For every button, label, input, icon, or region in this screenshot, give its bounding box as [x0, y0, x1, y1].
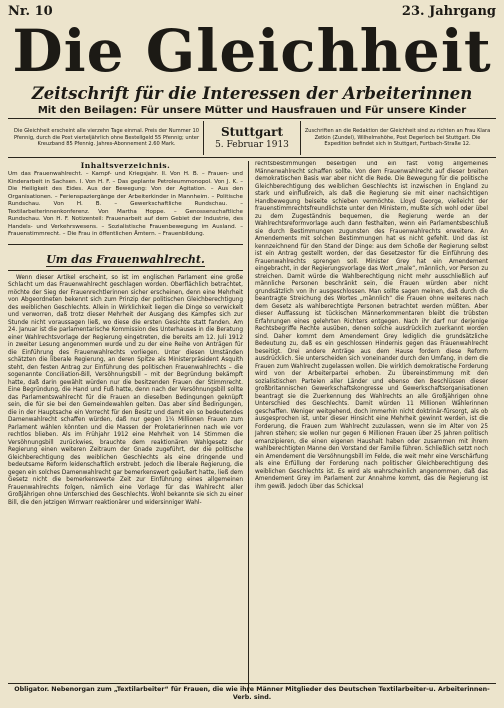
subscription-info: Die Gleichheit erscheint alle vierzehn Tage einmal. Preis der Nummer 10 Pfennig, durch die Post vierteljährlich ohne Bestellgeld 55 Pfennig; unter Kreuzband 85 Pfennig. Jahres-Abonnement 2.60 Mark. [13, 128, 200, 148]
footer-note: Obligator. Nebenorgan zum „Textilarbeiter“ für Frauen, die wie ihre Männer Mitglieder des Deutschen Textilarbeiter-u. Arbeiterinnen-Verb. sind. [8, 683, 496, 702]
article-paragraph: rechtsbestimmungen beseitigen und ein fast völlig allgemeines Männerwahlrecht schaffen sollte. Von dem Frauenwahlrecht auf dieser breiten demokratischen Basis war aber nicht die Rede. Die Bewegung für die politische Gleichberechtigung des weiblichen Geschlechts ist inzwischen in England zu stark und einflußreich, als daß die Regierung sie mit einer nachsichtigen Handbewegung beiseite schieben vermöchte. Lloyd George, vielleicht der frauenstimmrechtsfreundlichste unter den Ministern, mußte sich wohl oder übel zu dem Zugeständnis bequemen, die Regierung werde an der Wahlrechtsreformvorlage auch dann festhalten, wenn ein Parlamentsbeschluß sie durch Bestimmungen zugunsten des Frauenwahlrechts erweitere. An Amendements mit solchen Bestimmungen hat es nicht gefehlt. Und das ist kennzeichnend für den Stand der Dinge: aus dem Schoße der Regierung selbst ist ein Antrag gestellt worden, der das Gesetzestor für die Einführung des Frauenwahlrechts sprengen soll. Minister Grey hat ein Amendement eingebracht, in der Regierungsvorlage das Wort „male“, männlich, vor Person zu streichen. Damit würde die Wahlberechtigung nicht mehr ausschließlich auf männliche Personen beschränkt sein, die Frauen würden aber nicht grundsätzlich von ihr ausgeschlossen. Man sollte sagen meinen, daß durch die beantragte Streichung des Wortes „männlich“ die Frauen ohne weiteres nach dem Gesetz als wahlberechtigte Personen betrachtet werden müßten. Aber dieser Auffassung ist tückischen Männerkommentaren bleibt die trübsten Erfahrungen eines gelehrten Richters entgegen. Nach ihr darf nur derjenige Rechtsbegriffe Rechte ausüben, denen solche ausdrücklich zuerkannt worden sind. Daher kommt dem Amendement Grey lediglich die grundsätzliche Bedeutung zu, daß es ein geschlossen Hindernis gegen das Frauenwahlrecht beseitigt. Drei andere Anträge aus dem Hause fordern diese Reform ausdrücklich. Sie unterscheiden sich voneinander durch den Umfang, in dem die Frauen zum Wahlrecht zugelassen wollen. Die wirklich demokratische Forderung wird von der Arbeiterpartei erhoben. Zu Übereinstimmung mit den sozialistischen Parteien aller Länder und ebenso den Beschlüssen dieser großbritannischen Gewerkschaftskongresse und Gewerkschaftsorganisationen beantragt sie die Zuerkennung des Wahlrechts an alle Großjährigen ohne Unterschied des Geschlechts. Damit würden 11 Millionen Wählerinnen geschaffen. Weniger weitgehend, doch immerhin nicht doktrinär-fürsorgt, als ob ausgesprochen ist, unter dieser Hinsicht eine Mehrheit gewinnt werden, ist die Forderung, die Frauen zum Wahlrecht zuzulassen, wenn sie im Alter von 25 Jahren stehen; sie wollen nur gegen 6 Millionen Frauen über 25 Jahren politisch emanzipieren, die einen eigenen Haushalt haben oder zusammen mit ihrem wahlberechtigten Manne den Vorstand der Familie führen. Schließlich setzt noch ein Amendement die Versöhnungsbill im Felde, die weit mehr eine Verschärfung als eine Erfüllung der Forderung nach politischer Gleichberechtigung des weiblichen Geschlechts ist. Es wird als wahrscheinlich angenommen, daß das Amendement Grey im Parlament zur Annahme kommt, das die Regierung ist ihm gewiß. Jedoch über das Schicksal [255, 161, 488, 490]
right-column [248, 161, 488, 693]
article-headline-box [8, 244, 243, 271]
article-paragraph: Wenn dieser Artikel erscheint, so ist im englischen Parlament eine große Schlacht um das Frauenwahlrecht geschlagen worden. Oberflächlich betrachtet, möchte der Sieg der Frauenrechtlerinnen sicher erscheinen, denn eine Mehrheit von Abgeordneten bekennt sich zum Prinzip der politischen Gleichberechtigung des weiblichen Geschlechts. Allein in Wirklichkeit liegen die Dinge so verwickelt und verworren, daß trotz dieser Mehrheit der Ausgang des Kampfes sich zur Stunde nicht voraussagen ließ, wo diese die ersten Gesichte statt fanden. Am 24. Januar ist die parlamentarische Kommission des Unterhauses in die Beratung einer Wahlrechtsvorlage der Regierung eingetreten, die bereits am 12. Juli 1912 in zweiter Lesung angenommen wurde und zu der eine Reihe von Anträgen für die Einführung des Frauenwahlrechts vorliegen. Unter diesen Umständen schätzten die liberale Regierung, an deren Spitze als Ministerpräsident Asquith steht, den festen Antrag zur Einführung des politischen Frauenwahlrechts – die sogenannte Conciliation-Bill, Versöhnungsbill – mit der Begründung bekämpft hatte, daß darin gewählt würden nur die besitzenden Frauen der Stimmrecht. Eine Begründung, die Hand und Fuß hatte, denn nach der Versöhnungsbill sollte das Parlamentswahlrecht für die Frauen an dieselben Bedingungen geknüpft sein, die für sie bei den Gemeindewahlen gelten. Das aber sind Bedingungen, die in der Hauptsache ein Vorrecht für den Besitz und damit ein so bedeutendes Damenwahlrecht schaffen würden, daß nur gegen 1¼ Millionen Frauen zum Parlament wählen könnten und die Massen der Proletarierinnen nach wie vor rechtlos blieben. Als im Frühjahr 1912 eine Mehrheit von 14 Stimmen die Versöhnungsbill zurückwies, brauchte dem reaktionären Wahlgesetz der Regierung einen weiteren Zeitraum der Gnade zugeführt, der die politische Gleichberechtigung des weiblichen Geschlechts als eine dringende und bedeutsame Reform leidenschaftlich erstrebt. Jedoch die liberale Regierung, die gegen ein solches Damenwahlrecht gar bemerkenswert geäußert hatte, ließ dem Gesetz nicht die bemerkenswerte Zeit zur Einführung eines allgemeinen Frauenwahlrechts folgen, nämlich eine Vorlage für das Wahlrecht aller Großjährigen ohne Unterschied des Geschlechts. Wohl bekannte sie sich zu einer Bill, die den jetzigen Wirrwarr reaktionärer und widersinniger Wahl- [8, 274, 243, 506]
article-text-right [255, 161, 488, 491]
toc-heading: Inhaltsverzeichnis. [80, 161, 171, 170]
masthead-subtitle: Zeitschrift für die Interessen der Arbeiterinnen [31, 84, 473, 103]
supplements-line: Mit den Beilagen: Für unsere Mütter und Hausfrauen und Für unsere Kinder [37, 105, 467, 116]
toc-text: Um das Frauenwahlrecht. – Kampf- und Kriegsjahr. II. Von H. B. – Frauen- und Kinderarbeit in Sachsen. I. Von H. F. – Das geplante Petroleummonopol. Von J. K. – Die Heiligkeit des Eides. Aus der Bewegung: Von der Agitation. – Aus den Organisationen. – Ferienspaziergänge der Arbeiterkinder in Mannheim. – Politische Rundschau. Von H. B. – Gewerkschaftliche Rundschau. – Textilarbeiterinnenkonferenz. Von Martha Hoppe. – Genossenschaftliche Rundschau. Von H. F. Notizenteil: Frauenarbeit auf dem Gebiet der Industrie, des Handels- und Verkehrswesens. – Sozialistische Frauenbewegung im Ausland. – Frauenstimmrecht. – Die Frau in öffentlichen Ämtern. – Frauenbildung. [8, 171, 243, 237]
article-text-left [8, 275, 243, 508]
left-column [8, 161, 248, 693]
publication-city: Stuttgart [220, 125, 284, 139]
editorial-address: Zuschriften an die Redaktion der Gleichheit sind zu richten an Frau Klara Zetkin (Zundel), Wilhelmshöhe, Post Degerloch bei Stuttgart. Die Expedition befindet sich in Stuttgart, Furtbach-Straße 12. [304, 128, 491, 148]
volume-label: 23. Jahrgang [401, 4, 496, 19]
issue-number: Nr. 10 [8, 4, 53, 19]
table-of-contents [8, 171, 243, 239]
info-bar [8, 118, 496, 158]
article-body [8, 161, 496, 693]
place-date-box [203, 121, 301, 155]
publication-date: 5. Februar 1913 [215, 140, 289, 150]
article-headline: Um das Frauenwahlrecht. [46, 252, 205, 266]
masthead-title: Die Gleichheit [12, 17, 492, 85]
